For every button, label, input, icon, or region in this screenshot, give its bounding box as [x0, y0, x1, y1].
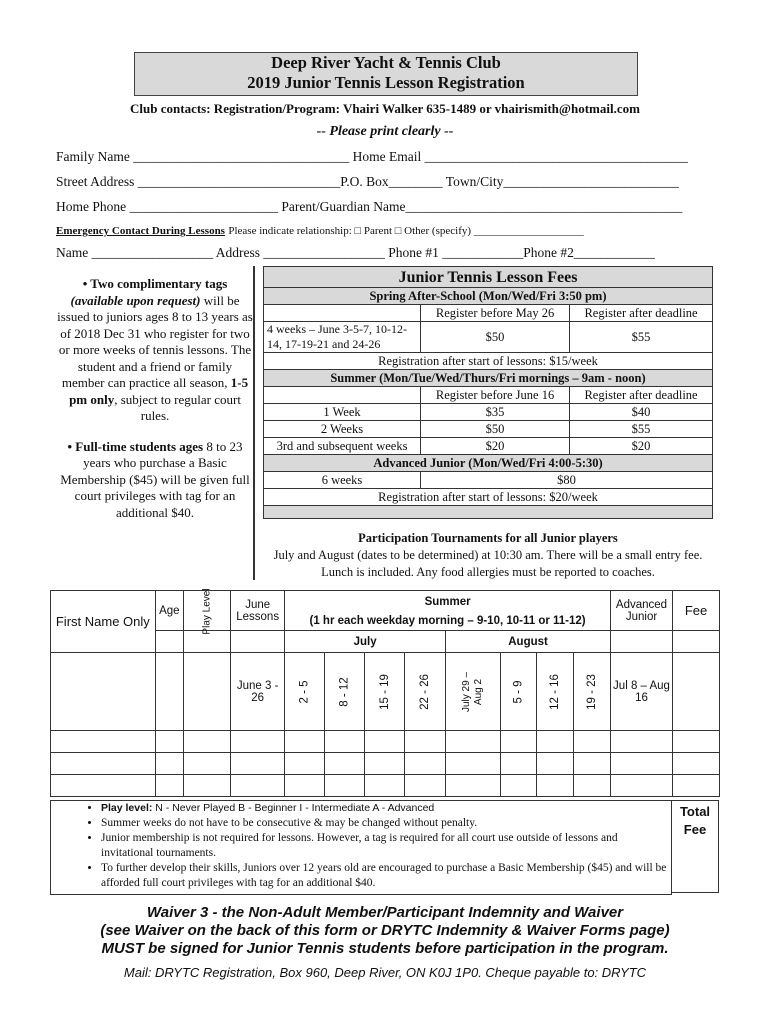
week-label: July 29 – Aug 2 [461, 671, 485, 712]
tags-available: (available upon request) [70, 292, 201, 308]
family-email-line[interactable]: Family Name ________________________________ Home Email _______________________________________ [56, 149, 688, 164]
fulltime-heading: • Full-time students ages [67, 438, 204, 454]
advanced-dates: Jul 8 – Aug 16 [610, 653, 672, 731]
week-label: 19 - 23 [585, 673, 598, 710]
age-header: Age [155, 591, 183, 631]
fees-title: Junior Tennis Lesson Fees [264, 267, 713, 288]
tags-hours: 1-5 pm only [69, 375, 249, 407]
summer-col-before: Register before June 16 [421, 387, 570, 404]
note-basic-membership: • To further develop their skills, Juniors over 12 years old are encouraged to purchase a Basic Membership ($45) and will be afforded full court privileges with tag for an additional $40. [101, 861, 671, 891]
table-row[interactable] [51, 775, 720, 797]
club-contacts: Club contacts: Registration/Program: Vhairi Walker 635-1489 or vhairismith@hotmail.com [130, 101, 640, 116]
advanced-label: 6 weeks [264, 472, 421, 489]
summer-row-label: 2 Weeks [264, 421, 421, 438]
july-header: July [285, 631, 446, 653]
spring-dates: 4 weeks – June 3-5-7, 10-12-14, 17-19-21 and 24-26 [264, 322, 421, 353]
club-name: Deep River Yacht & Tennis Club [271, 53, 501, 72]
summer-row-label: 1 Week [264, 404, 421, 421]
play-level-codes: N - Never Played B - Beginner I - Intermediate A - Advanced [152, 802, 435, 814]
emergency-contact-line[interactable] [56, 222, 584, 238]
spring-col-before: Register before May 26 [421, 305, 570, 322]
waiver-line-3: MUST be signed for Junior Tennis students before participation in the program. [101, 940, 669, 957]
play-level-label: Play level: [101, 802, 153, 814]
summer-title: Summer [285, 591, 611, 613]
summer-header: Summer (Mon/Tue/Wed/Thurs/Fri mornings – 9am - noon) [264, 370, 713, 387]
fulltime-text: 8 to 23 years who purchase a Basic Membership ($45) will be given full court privileges with tag for an additional $40. [60, 438, 250, 520]
waiver-line-2: (see Waiver on the back of this form or DRYTC Indemnity & Waiver Forms page) [100, 922, 670, 939]
tags-text: will be issued to juniors ages 8 to 13 years as of 2018 Dec 31 who register for two or more weeks of tennis lessons. The student and a friend or family member can practice all season, [57, 292, 253, 390]
summer-row-before: $20 [421, 438, 570, 455]
advanced-junior-header: Advanced Junior [610, 591, 672, 631]
week-label: 5 - 9 [512, 679, 525, 704]
phone-guardian-line[interactable]: Home Phone ______________________ Parent/Guardian Name_________________________________________ [56, 199, 683, 214]
participation-section [263, 530, 713, 581]
august-header: August [446, 631, 611, 653]
emergency-label: Emergency Contact During Lessons [56, 225, 225, 237]
note-summer-weeks: • Summer weeks do not have to be consecutive & may be changed without penalty. [101, 816, 671, 831]
summer-col-after: Register after deadline [570, 387, 713, 404]
total-fee-box[interactable] [671, 800, 719, 893]
summer-row-after: $55 [570, 421, 713, 438]
fee-header: Fee [673, 591, 720, 631]
relationship-text[interactable]: Please indicate relationship: □ Parent □ Other (specify) ____________________ [228, 225, 584, 237]
table-row[interactable] [51, 731, 720, 753]
participation-text: July and August (dates to be determined) at 10:30 am. There will be a small entry fee. Lunch is included. Any food allergies must be reported to coaches. [273, 548, 703, 579]
advanced-price: $80 [421, 472, 713, 489]
form-title: 2019 Junior Tennis Lesson Registration [247, 73, 525, 92]
waiver-line-1: Waiver 3 - the Non-Adult Member/Participant Indemnity and Waiver [146, 904, 624, 921]
table-row[interactable] [51, 753, 720, 775]
spring-header: Spring After-School (Mon/Wed/Fri 3:50 pm) [264, 288, 713, 305]
summer-row-before: $50 [421, 421, 570, 438]
emergency-name-line[interactable]: Name __________________ Address __________________ Phone #1 ____________Phone #2____________ [56, 245, 655, 260]
note-membership: • Junior membership is not required for lessons. However, a tag is required for all court use outside of lessons and invitational tournaments. [101, 831, 671, 861]
note-play-level [101, 801, 671, 816]
summer-schedule: (1 hr each weekday morning – 9-10, 10-11 or 11-12) [285, 613, 611, 631]
play-level-header: Play Level [201, 587, 213, 635]
spring-price-before: $50 [421, 322, 570, 353]
fees-footer-bar [264, 506, 713, 519]
total-fee-label: Total Fee [679, 804, 711, 837]
tags-heading: • Two complimentary tags [82, 276, 228, 291]
spring-late-fee: Registration after start of lessons: $15/week [264, 353, 713, 370]
notes-box [50, 800, 672, 895]
summer-row-before: $35 [421, 404, 570, 421]
fees-table [263, 266, 713, 519]
june-lessons-header: June Lessons [231, 591, 285, 631]
tag-info-panel [57, 266, 255, 580]
form-header [134, 52, 638, 96]
address-line[interactable]: Street Address ______________________________P.O. Box________ Town/City__________________________ [56, 174, 679, 189]
june-dates: June 3 - 26 [231, 653, 285, 731]
week-label: 2 - 5 [298, 679, 311, 704]
summer-row-after: $20 [570, 438, 713, 455]
lesson-registration-table [50, 587, 720, 797]
mailing-address: Mail: DRYTC Registration, Box 960, Deep River, ON K0J 1P0. Cheque payable to: DRYTC [123, 965, 647, 980]
week-label: 15 - 19 [378, 673, 391, 710]
print-note: -- Please print clearly -- [316, 124, 454, 139]
summer-row-label: 3rd and subsequent weeks [264, 438, 421, 455]
week-label: 22 - 26 [419, 673, 432, 710]
first-name-header: First Name Only [51, 591, 156, 653]
tags-rules: , subject to regular court rules. [114, 391, 241, 423]
week-label: 8 - 12 [338, 676, 351, 707]
week-label: 12 - 16 [549, 673, 562, 710]
spring-col-after: Register after deadline [570, 305, 713, 322]
advanced-late-fee: Registration after start of lessons: $20/week [264, 489, 713, 506]
participation-title: Participation Tournaments for all Junior players [358, 531, 618, 545]
waiver-notice [0, 904, 770, 958]
advanced-header: Advanced Junior (Mon/Wed/Fri 4:00-5:30) [264, 455, 713, 472]
summer-row-after: $40 [570, 404, 713, 421]
spring-price-after: $55 [570, 322, 713, 353]
